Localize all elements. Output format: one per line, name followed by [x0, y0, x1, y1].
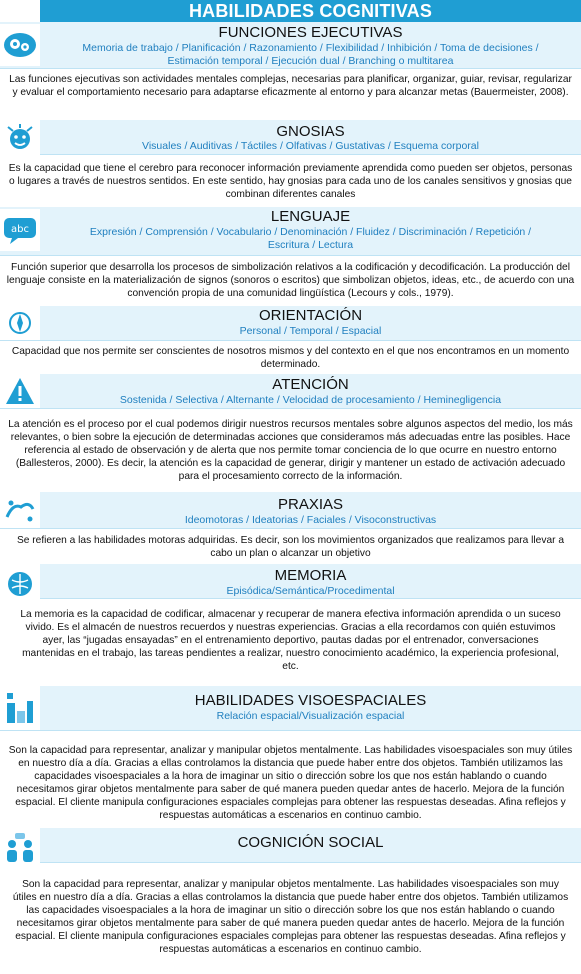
section-subtitle: Visuales / Auditivas / Táctiles / Olfativas / Gustativas / Esquema corporal [142, 140, 479, 152]
section-description: Es la capacidad que tiene el cerebro para reconocer información previamente aprendida como pueden ser objetos, personas o lugares a través de nuestros sentidos. En este sentido, hay gnosias para cada uno de los canales sensitivos y gnosias que combinan diferentes canales [8, 163, 573, 200]
section-title: MEMORIA [274, 567, 347, 584]
page-title: HABILIDADES COGNITIVAS [40, 0, 581, 22]
section-subtitle: Memoria de trabajo / Planificación / Razonamiento / Flexibilidad / Inhibición / Toma de decisiones / [82, 42, 539, 54]
section-description: Función superior que desarrolla los procesos de simbolización relativos a la codificación y decodificación. La producción del lenguaje consiste en la materialización de signos (sonoros o escritos) que simbolizan objetos, ideas, etc., de acuerdo con una convención propia de una comunidad lingüística (Lecours y cols., 1979). [6, 262, 575, 299]
section-title: LENGUAJE [270, 208, 351, 225]
section-title: COGNICIÓN SOCIAL [237, 834, 384, 851]
section-subtitle: Ideomotoras / Ideatorias / Faciales / Visoconstructivas [184, 514, 437, 526]
section-subtitle: Sostenida / Selectiva / Alternante / Velocidad de procesamiento / Heminegligencia [119, 394, 502, 406]
section-description: La atención es el proceso por el cual podemos dirigir nuestros recursos mentales sobre algunos aspectos del medio, los más relevantes, o bien sobre la ejecución de determinadas acciones que consideramos más adecuadas entre las posibles. Hace referencia al estado de observación y de alerta que nos permite tomar conciencia de lo que ocurre en nuestro entorno (Ballesteros, 2000). Es decir, la atención es la capacidad de generar, dirigir y mantener un estado de activación adecuado para el procesamiento correcto de la información. [8, 419, 573, 482]
brain-gears-icon [0, 24, 40, 66]
warning-icon [0, 374, 40, 408]
section-atencion [0, 374, 581, 492]
section-description: Son la capacidad para representar, analizar y manipular objetos mentalmente. Las habilidades visoespaciales son muy útiles en nuestro día a día. Gracias a ellas controlamos la distancia que puede haber entre dos objetos. También utilizamos las capacidades visoespaciales a la hora de imaginar un sitio o dirección sobre los que nos están hablando o cuando necesitamos girar objetos mentalmente para saber de qué manera pueden quedar antes de hacerlo. Mejora de la función espacial. El cliente manipula configuraciones espaciales complejas para obtener las respuestas deseadas. Afina reflejos y respuestas automáticas a escenarios en continuo cambio. [8, 745, 573, 821]
section-subtitle: Relación espacial/Visualización espacial [216, 710, 405, 722]
section-subtitle-2: Estimación temporal / Ejecución dual / Branching o multitarea [167, 55, 454, 67]
section-funciones-ejecutivas [0, 22, 581, 126]
section-visoespaciales [0, 686, 581, 828]
section-title: GNOSIAS [276, 123, 345, 140]
section-description: Capacidad que nos permite ser conscientes de nosotros mismos y del contexto en el que nos encontramos en un momento determinado. [11, 346, 570, 370]
section-praxias [0, 492, 581, 564]
hand-gesture-icon [0, 492, 40, 528]
section-description: Las funciones ejecutivas son actividades mentales complejas, necesarias para planificar, organizar, guiar, revisar, regularizar y evaluar el comportamiento necesario para adaptarse eficazmente al entorno y para alcanzar metas (Bauermeister, 2008). [9, 74, 572, 98]
svg-text:abc: abc [11, 224, 29, 235]
title-bar [0, 0, 581, 22]
section-title: ATENCIÓN [272, 376, 349, 393]
section-memoria [0, 564, 581, 682]
section-subtitle-2: Escritura / Lectura [267, 239, 354, 251]
section-description: Se refieren a las habilidades motoras adquiridas. Es decir, son los movimientos organizados que realizamos para llevar a cabo un plan o alcanzar un objetivo [16, 535, 564, 559]
section-subtitle: Personal / Temporal / Espacial [239, 325, 382, 337]
section-description: Son la capacidad para representar, analizar y manipular objetos mentalmente. Las habilidades visoespaciales son muy útiles en nuestro día a día. Gracias a ellas controlamos la distancia que puede haber entre dos objetos. También utilizamos las capacidades visoespaciales a la hora de imaginar un sitio o dirección sobre los que nos están hablando o cuando necesitamos girar objetos mentalmente para saber de qué manera pueden quedar antes de hacerlo. Mejora de la función espacial. El cliente manipula configuraciones espaciales complejas para obtener las respuestas deseadas. Afina reflejos y respuestas automáticas a escenarios en continuo cambio. [12, 879, 569, 955]
section-lenguaje [0, 207, 581, 307]
blocks-icon [0, 686, 40, 730]
section-title: FUNCIONES EJECUTIVAS [218, 24, 403, 41]
section-title: ORIENTACIÓN [258, 307, 363, 324]
section-title: PRAXIAS [277, 496, 344, 513]
compass-icon [0, 306, 40, 340]
people-talking-icon [0, 828, 40, 868]
section-subtitle: Episódica/Semántica/Procedimental [226, 585, 395, 597]
section-cognicion-social [0, 828, 581, 974]
speech-abc-icon [0, 209, 40, 251]
section-title: HABILIDADES VISOESPACIALES [194, 692, 427, 709]
section-orientacion [0, 306, 581, 376]
face-senses-icon [0, 120, 40, 156]
section-description: La memoria es la capacidad de codificar, almacenar y recuperar de manera efectiva información aprendida o un suceso vivido. Es el almacén de nuestros recuerdos y nuestras experiencias. Gracias a ella recordamos con quién estuvimos ayer, las “jugadas ensayadas” en el entrenamiento deportivo, pautas dadas por el entrenador, conversaciones mantenidas en el trabajo, las tareas pendientes a realizar, nuestro conocimiento académico, la experiencia profesional, etc. [20, 609, 561, 672]
brain-memory-icon [0, 564, 40, 604]
section-gnosias [0, 120, 581, 208]
section-subtitle: Expresión / Comprensión / Vocabulario / Denominación / Fluidez / Discriminación / Repetición / [89, 226, 532, 238]
